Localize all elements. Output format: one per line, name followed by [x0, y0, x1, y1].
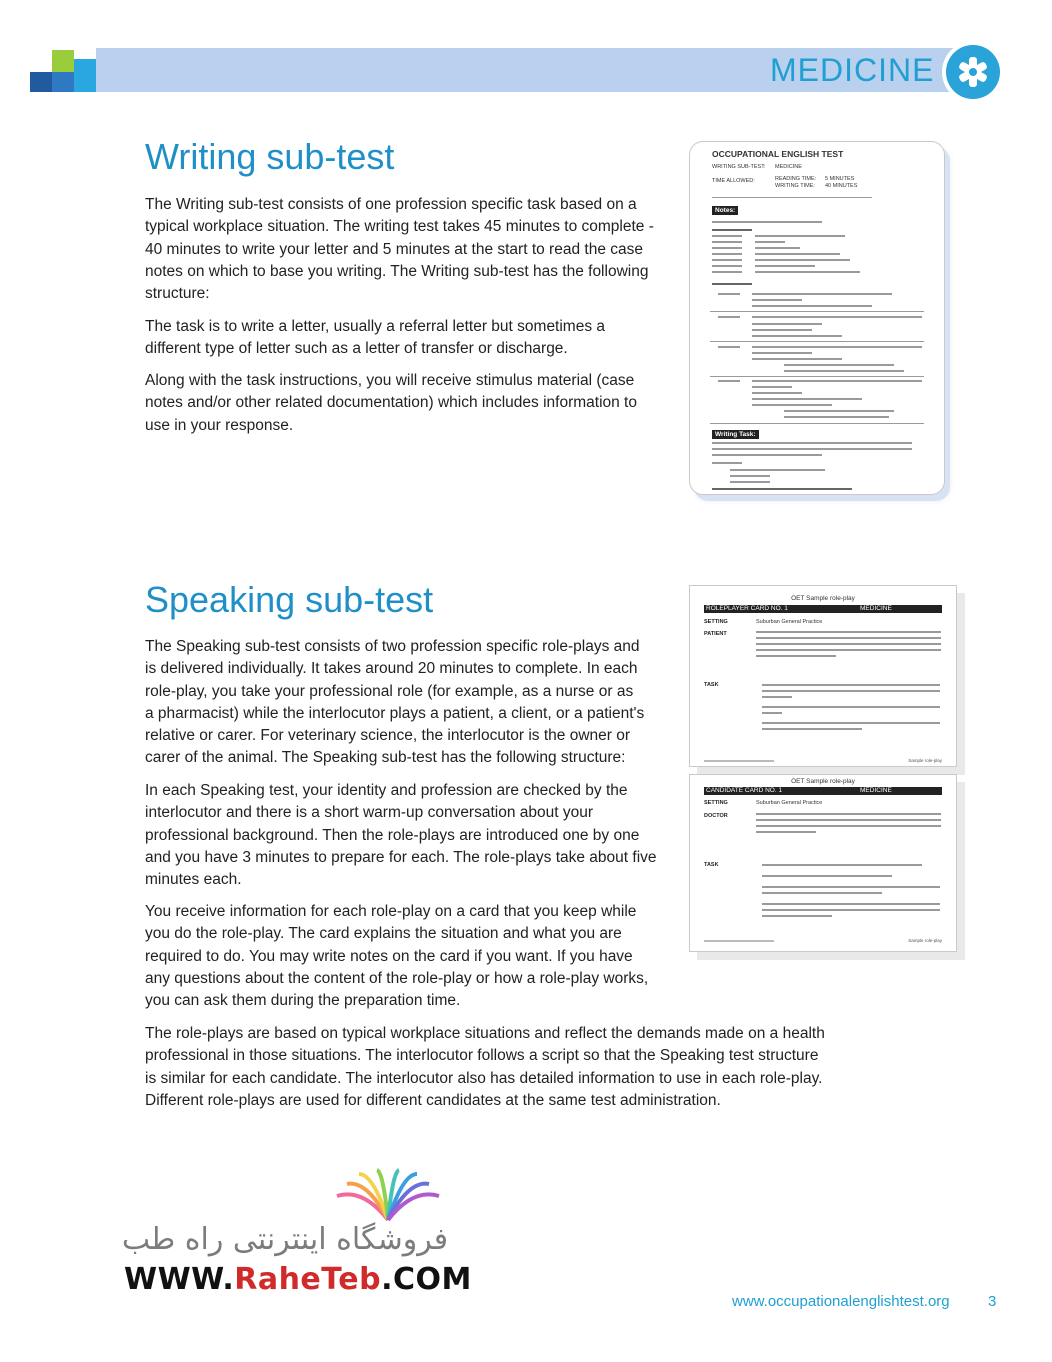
- text-line: [755, 235, 845, 237]
- card-setting-label: SETTING: [704, 619, 728, 625]
- text-line: [756, 637, 941, 639]
- text-line: [712, 488, 852, 490]
- text-line: [762, 909, 940, 911]
- text-line: [712, 271, 742, 273]
- text-line: [712, 247, 742, 249]
- card-header-right: MEDICINE: [860, 605, 892, 612]
- text-line: [762, 915, 832, 917]
- text-line: [762, 690, 940, 692]
- watermark-persian-text: فروشگاه اینترنتی راه طب: [121, 1222, 449, 1257]
- text-line: [752, 335, 842, 337]
- text-line: [756, 831, 816, 833]
- text-line: [756, 631, 941, 633]
- card-top-label: OET Sample role-play: [791, 778, 855, 785]
- text-line: [712, 265, 742, 267]
- text-line: [752, 316, 922, 318]
- text-line: [752, 346, 922, 348]
- text-line: [755, 241, 785, 243]
- text-line: [752, 305, 872, 307]
- text-line: [755, 265, 815, 267]
- text-line: [756, 655, 836, 657]
- text-line: [718, 380, 740, 382]
- text-line: [762, 864, 922, 866]
- text-line: [755, 247, 800, 249]
- card-task-label: TASK: [704, 682, 719, 688]
- text-line: [712, 259, 742, 261]
- thumbnail-writing-value: 40 MINUTES: [825, 183, 858, 189]
- text-line: [712, 442, 912, 444]
- card-header: [704, 605, 942, 613]
- text-line: [730, 469, 825, 471]
- text-line: [718, 346, 740, 348]
- watermark-url: [124, 1262, 472, 1297]
- card-header: [704, 787, 942, 795]
- speaking-heading: Speaking sub-test: [145, 579, 434, 620]
- text-line: [752, 392, 802, 394]
- card-top-label: OET Sample role-play: [791, 595, 855, 602]
- roleplayer-card-thumbnail: [689, 585, 957, 767]
- text-line: [756, 649, 941, 651]
- text-line: [712, 221, 822, 223]
- writing-paragraph: The Writing sub-test consists of one profession specific task based on a typical workplace situation. The writing test takes 45 minutes to complete - 40 minutes to write your letter and 5 minutes at the start to read the case notes on which to base you writing. The Writing sub-test has the following structure:: [145, 196, 654, 303]
- candidate-card-thumbnail: [689, 774, 957, 952]
- writing-paragraph: The task is to write a letter, usually a referral letter but sometimes a different type of letter such as a letter of transfer or discharge.: [145, 318, 606, 358]
- writing-test-thumbnail: [689, 141, 945, 495]
- text-line: [752, 352, 812, 354]
- text-line: [712, 454, 822, 456]
- text-line: [784, 410, 894, 412]
- speaking-paragraph: The Speaking sub-test consists of two profession specific role-plays and is delivered individually. It takes around 20 minutes to complete. In each role-play, you take your professional role (for example, as a nurse or as a pharmacist) while the interlocutor plays a patient, a client, or a patient's relative or carer. For veterinary science, the interlocutor is the owner or carer of the animal. The Speaking sub-test has the following structure:: [145, 638, 645, 767]
- speaking-paragraph: In each Speaking test, your identity and profession are checked by the interlocutor and there is a short warm-up conversation about your professional background. Then the role-plays are introduced one by one and you have 3 minutes to prepare for each. The role-plays take about five minutes each.: [145, 782, 657, 889]
- text-line: [762, 875, 892, 877]
- text-line: [762, 722, 940, 724]
- text-line: [752, 329, 812, 331]
- text-line: [718, 293, 740, 295]
- text-line: [756, 819, 941, 821]
- text-line: [710, 311, 924, 312]
- text-line: [762, 892, 882, 894]
- speaking-paragraph: You receive information for each role-play on a card that you keep while you do the role-play. The card explains the situation and what you are required to do. You may write notes on the card if you want. If you have any questions about the content of the role-play or how a role-play works, you can ask them during the preparation time.: [145, 903, 649, 1010]
- card-header-left: CANDIDATE CARD NO. 1: [706, 787, 783, 794]
- text-line: [762, 684, 940, 686]
- header-decor-square: [74, 59, 96, 72]
- thumbnail-time-label: TIME ALLOWED:: [712, 178, 755, 184]
- card-footer-right: Sample role-play: [908, 758, 942, 763]
- text-line: [784, 364, 894, 366]
- text-line: [762, 696, 792, 698]
- thumbnail-subtest-label: WRITING SUB-TEST:: [712, 164, 766, 170]
- text-line: [756, 643, 941, 645]
- text-line: [710, 341, 924, 342]
- text-line: [712, 197, 872, 198]
- card-role-label: PATIENT: [704, 631, 727, 637]
- text-line: [784, 416, 889, 418]
- writing-heading: Writing sub-test: [145, 136, 395, 177]
- text-line: [730, 481, 770, 483]
- text-line: [752, 404, 832, 406]
- text-line: [755, 271, 860, 273]
- card-setting-value: Suburban General Practice: [756, 800, 823, 806]
- card-setting-label: SETTING: [704, 800, 728, 806]
- watermark-url-suffix: .COM: [381, 1262, 472, 1297]
- text-line: [756, 825, 941, 827]
- text-line: [752, 380, 922, 382]
- thumbnail-title: OCCUPATIONAL ENGLISH TEST: [712, 149, 844, 159]
- header-decor-square: [52, 72, 74, 92]
- text-line: [752, 299, 802, 301]
- card-header-left: ROLEPLAYER CARD NO. 1: [706, 605, 788, 612]
- footer-website-link[interactable]: www.occupationalenglishtest.org: [732, 1293, 950, 1310]
- text-line: [712, 253, 742, 255]
- header-decor-square: [74, 72, 96, 92]
- page-number: 3: [988, 1293, 997, 1310]
- open-book-logo-icon: [333, 1168, 443, 1224]
- text-line: [756, 813, 941, 815]
- text-line: [712, 283, 752, 285]
- speaking-full-paragraph: The role-plays are based on typical workplace situations and reflect the demands made on a health professional in those situations. The interlocutor follows a script so that the Speaking test structure is similar for each candidate. The interlocutor also has detailed information to use in each role-play. Different role-plays are used for different candidates at the same test administration.: [145, 1025, 825, 1109]
- watermark-url-brand: RaheTeb: [234, 1262, 382, 1297]
- text-line: [710, 423, 924, 424]
- text-line: [712, 448, 912, 450]
- thumbnail-writing-time: WRITING TIME:: [775, 183, 815, 189]
- text-line: [710, 376, 924, 377]
- text-line: [755, 259, 850, 261]
- text-line: [762, 903, 940, 905]
- text-line: [718, 316, 740, 318]
- watermark-url-prefix: WWW.: [124, 1262, 235, 1297]
- text-line: [762, 886, 940, 888]
- text-line: [712, 241, 742, 243]
- thumbnail-subtest-value: MEDICINE: [775, 164, 802, 170]
- text-line: [762, 712, 782, 714]
- text-line: [762, 728, 862, 730]
- section-title: MEDICINE: [770, 52, 935, 88]
- thumbnail-reading-time: READING TIME:: [775, 176, 817, 182]
- card-role-label: DOCTOR: [704, 813, 728, 819]
- text-line: [712, 462, 742, 464]
- thumbnail-notes-label: Notes:: [712, 206, 738, 215]
- text-line: [755, 253, 840, 255]
- text-line: [752, 386, 792, 388]
- text-line: [712, 229, 752, 231]
- text-line: [752, 398, 862, 400]
- thumbnail-task-label: Writing Task:: [712, 430, 759, 439]
- text-line: [762, 706, 940, 708]
- asterisk-cross-icon: [946, 45, 1000, 99]
- header-decor-square: [52, 50, 74, 72]
- card-footer-right: Sample role-play: [908, 938, 942, 943]
- text-line: [752, 358, 842, 360]
- text-line: [784, 370, 904, 372]
- text-line: [730, 475, 770, 477]
- card-setting-value: Suburban General Practice: [756, 619, 823, 625]
- thumbnail-reading-value: 5 MINUTES: [825, 176, 855, 182]
- header-decor-square: [30, 72, 52, 92]
- text-line: [752, 323, 822, 325]
- text-line: [752, 293, 892, 295]
- card-header-right: MEDICINE: [860, 787, 892, 794]
- card-task-label: TASK: [704, 862, 719, 868]
- writing-paragraph: Along with the task instructions, you will receive stimulus material (case notes and/or other related documentation) which includes information to use in your response.: [145, 372, 637, 434]
- text-line: [712, 235, 742, 237]
